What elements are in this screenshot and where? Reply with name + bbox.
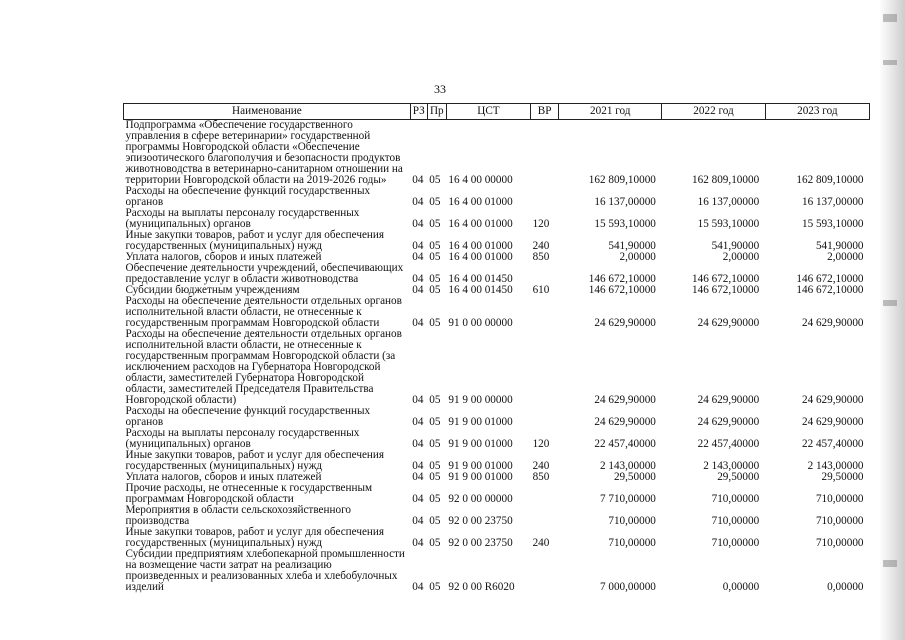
cell-name: Мероприятия в области сельскохозяйственного производства	[125, 504, 351, 527]
cell-rz: 04	[412, 394, 424, 406]
cell-pr: 05	[429, 438, 441, 450]
cell-pr: 05	[429, 460, 441, 472]
cell-vr	[531, 406, 559, 428]
scan-artifact	[883, 14, 897, 22]
header-2022: 2022 год	[662, 104, 765, 120]
cell-y2021: 2 143,00000	[599, 460, 656, 472]
cell-cst: 16 4 00 01000	[448, 251, 513, 263]
header-2023: 2023 год	[765, 104, 869, 120]
cell-y2023: 710,00000	[815, 515, 864, 527]
cell-y2022: 0,00000	[722, 581, 760, 593]
page-number: 33	[434, 82, 446, 96]
cell-y2021: 24 629,90000	[594, 317, 656, 329]
cell-vr	[531, 263, 559, 285]
cell-pr: 05	[429, 196, 441, 208]
cell-vr: 240	[532, 460, 550, 472]
cell-pr: 05	[429, 394, 441, 406]
cell-y2021: 24 629,90000	[594, 394, 656, 406]
cell-cst: 16 4 00 00000	[448, 174, 513, 186]
cell-y2021: 7 710,00000	[599, 493, 656, 505]
cell-y2022: 146 672,10000	[692, 284, 760, 296]
cell-name: Субсидии бюджетным учреждениям	[125, 284, 300, 296]
header-pr: Пр	[427, 104, 446, 120]
cell-pr: 05	[429, 537, 441, 549]
cell-y2022: 710,00000	[711, 493, 760, 505]
cell-name: Расходы на обеспечение деятельности отдельных органов исполнительной власти области, не отнесенные к государственным программам Новгородской области	[125, 295, 402, 329]
table-row	[124, 406, 870, 428]
cell-y2022: 24 629,90000	[697, 317, 760, 329]
cell-cst: 92 0 00 R6020	[448, 581, 515, 593]
cell-y2021: 24 629,90000	[594, 416, 656, 428]
cell-name: Подпрограмма «Обеспечение государственного управления в сфере ветеринарии» государственной программы Новгородской области «Обеспечение эпизоотического благополучия и безопасности продуктов животноводства в ветеринарно-санитарном отношении на территории Новгородской области на 2019-2026 годы»	[125, 119, 403, 186]
cell-y2022: 16 137,00000	[697, 196, 760, 208]
cell-pr: 05	[429, 251, 441, 263]
cell-name: Иные закупки товаров, работ и услуг для обеспечения государственных (муниципальных) нужд	[125, 229, 385, 252]
cell-y2021: 541,90000	[608, 240, 656, 252]
cell-y2022: 22 457,40000	[697, 438, 760, 450]
cell-pr: 05	[429, 471, 441, 483]
cell-pr: 05	[429, 284, 441, 296]
cell-vr	[531, 483, 559, 505]
cell-y2023: 24 629,90000	[801, 416, 864, 428]
cell-pr: 05	[429, 515, 441, 527]
cell-vr: 240	[532, 537, 550, 549]
cell-cst: 16 4 00 01000	[448, 240, 513, 252]
cell-cst: 91 9 00 00000	[448, 394, 513, 406]
header-rz: РЗ	[410, 104, 427, 120]
cell-cst: 16 4 00 01000	[448, 218, 513, 230]
cell-name: Расходы на обеспечение функций государственных органов	[125, 185, 371, 208]
table-row	[124, 549, 870, 593]
scan-edge-shadow	[879, 0, 905, 640]
cell-rz: 04	[412, 416, 424, 428]
cell-y2023: 24 629,90000	[801, 394, 864, 406]
table-row	[124, 505, 870, 527]
cell-rz: 04	[412, 460, 424, 472]
cell-rz: 04	[412, 196, 424, 208]
cell-y2023: 16 137,00000	[801, 196, 864, 208]
cell-vr	[531, 505, 559, 527]
cell-y2022: 24 629,90000	[697, 394, 760, 406]
cell-name: Расходы на выплаты персоналу государственных (муниципальных) органов	[125, 427, 360, 450]
cell-y2022: 29,50000	[717, 471, 760, 483]
cell-y2022: 541,90000	[711, 240, 760, 252]
cell-name: Расходы на обеспечение деятельности отдельных органов исполнительной власти области, не отнесенные к государственным программам Новгородской области (за исключением расходов на Губернатора Новгородской области, заместителей Губернатора Новгородской области, заместителей Председателя Правительства Новгородской области)	[125, 328, 402, 406]
table-row	[124, 296, 870, 329]
cell-pr: 05	[429, 493, 441, 505]
cell-y2021: 16 137,00000	[594, 196, 656, 208]
cell-y2021: 710,00000	[608, 537, 656, 549]
cell-y2021: 146 672,10000	[588, 273, 656, 285]
cell-y2021: 162 809,10000	[588, 174, 656, 186]
cell-rz: 04	[412, 537, 424, 549]
cell-y2021: 2,00000	[619, 251, 656, 263]
cell-y2022: 2 143,00000	[703, 460, 760, 472]
header-2021: 2021 год	[559, 104, 662, 120]
cell-y2022: 710,00000	[711, 537, 760, 549]
table-row	[124, 527, 870, 549]
cell-pr: 05	[429, 416, 441, 428]
cell-cst: 91 9 00 01000	[448, 416, 513, 428]
table-row	[124, 428, 870, 450]
cell-pr: 05	[429, 240, 441, 252]
cell-vr	[531, 296, 559, 329]
cell-vr: 610	[532, 284, 550, 296]
cell-rz: 04	[412, 317, 424, 329]
cell-pr: 05	[429, 273, 441, 285]
table-row	[124, 120, 870, 187]
cell-y2022: 15 593,10000	[697, 218, 760, 230]
cell-y2022: 710,00000	[711, 515, 760, 527]
cell-vr	[531, 186, 559, 208]
cell-name: Иные закупки товаров, работ и услуг для обеспечения государственных (муниципальных) нужд	[125, 449, 385, 472]
cell-name: Прочие расходы, не отнесенные к государственным программам Новгородской области	[125, 482, 373, 505]
cell-y2021: 146 672,10000	[588, 284, 656, 296]
cell-name: Расходы на выплаты персоналу государственных (муниципальных) органов	[125, 207, 360, 230]
cell-cst: 92 0 00 23750	[448, 515, 513, 527]
cell-cst: 91 9 00 01000	[448, 460, 513, 472]
cell-pr: 05	[429, 581, 441, 593]
cell-pr: 05	[429, 218, 441, 230]
cell-name: Обеспечение деятельности учреждений, обеспечивающих предоставление услуг в области животноводства	[125, 262, 404, 285]
cell-name: Субсидии предприятиям хлебопекарной промышленности на возмещение части затрат на реализацию произведенных и реализованных хлеба и хлебобулочных изделий	[125, 548, 405, 593]
cell-pr: 05	[429, 174, 441, 186]
cell-rz: 04	[412, 493, 424, 505]
cell-rz: 04	[412, 438, 424, 450]
cell-y2023: 146 672,10000	[796, 284, 864, 296]
cell-rz: 04	[412, 174, 424, 186]
cell-cst: 91 9 00 01000	[448, 438, 513, 450]
budget-table	[123, 103, 870, 593]
cell-cst: 16 4 00 01450	[448, 273, 513, 285]
table-row	[124, 450, 870, 472]
cell-cst: 91 0 00 00000	[448, 317, 513, 329]
cell-y2021: 15 593,10000	[594, 218, 656, 230]
cell-rz: 04	[412, 251, 424, 263]
cell-y2023: 15 593,10000	[801, 218, 864, 230]
cell-y2021: 22 457,40000	[594, 438, 656, 450]
cell-vr: 120	[532, 218, 550, 230]
header-cst: ЦСТ	[446, 104, 530, 120]
header-name: Наименование	[124, 104, 411, 120]
cell-y2023: 0,00000	[827, 581, 864, 593]
cell-y2022: 24 629,90000	[697, 416, 760, 428]
cell-y2021: 7 000,00000	[599, 581, 656, 593]
scan-artifact	[883, 60, 897, 65]
cell-y2021: 710,00000	[608, 515, 656, 527]
table-row	[124, 230, 870, 252]
cell-vr: 240	[532, 240, 550, 252]
cell-rz: 04	[412, 284, 424, 296]
cell-name: Расходы на обеспечение функций государственных органов	[125, 405, 371, 428]
table-row	[124, 263, 870, 285]
cell-cst: 16 4 00 01450	[448, 284, 513, 296]
cell-rz: 04	[412, 515, 424, 527]
cell-name: Уплата налогов, сборов и иных платежей	[125, 251, 322, 263]
cell-y2022: 146 672,10000	[692, 273, 760, 285]
cell-y2022: 2,00000	[722, 251, 760, 263]
cell-rz: 04	[412, 218, 424, 230]
cell-y2023: 29,50000	[821, 471, 864, 483]
cell-y2023: 541,90000	[815, 240, 864, 252]
table-row	[124, 329, 870, 406]
cell-y2023: 162 809,10000	[796, 174, 864, 186]
cell-cst: 92 0 00 23750	[448, 537, 513, 549]
scan-artifact	[883, 300, 897, 306]
scan-artifact	[883, 560, 897, 567]
cell-y2023: 710,00000	[815, 493, 864, 505]
cell-cst: 16 4 00 01000	[448, 196, 513, 208]
cell-rz: 04	[412, 273, 424, 285]
cell-y2023: 2 143,00000	[807, 460, 864, 472]
cell-cst: 91 9 00 01000	[448, 471, 513, 483]
cell-pr: 05	[429, 317, 441, 329]
cell-vr	[531, 120, 559, 187]
table-header-row	[124, 104, 870, 120]
table-row	[124, 483, 870, 505]
cell-vr: 850	[532, 251, 550, 263]
cell-vr: 850	[532, 471, 550, 483]
table-row	[124, 208, 870, 230]
cell-rz: 04	[412, 471, 424, 483]
cell-rz: 04	[412, 581, 424, 593]
cell-y2023: 710,00000	[815, 537, 864, 549]
cell-rz: 04	[412, 240, 424, 252]
cell-y2021: 29,50000	[613, 471, 656, 483]
cell-y2022: 162 809,10000	[692, 174, 760, 186]
cell-vr	[531, 549, 559, 593]
cell-name: Иные закупки товаров, работ и услуг для обеспечения государственных (муниципальных) нужд	[125, 526, 385, 549]
cell-y2023: 2,00000	[827, 251, 864, 263]
cell-y2023: 22 457,40000	[801, 438, 864, 450]
cell-vr	[531, 329, 559, 406]
cell-y2023: 24 629,90000	[801, 317, 864, 329]
header-vr: ВР	[531, 104, 559, 120]
table-row	[124, 186, 870, 208]
cell-vr: 120	[532, 438, 550, 450]
cell-cst: 92 0 00 00000	[448, 493, 513, 505]
cell-y2023: 146 672,10000	[796, 273, 864, 285]
cell-name: Уплата налогов, сборов и иных платежей	[125, 471, 322, 483]
